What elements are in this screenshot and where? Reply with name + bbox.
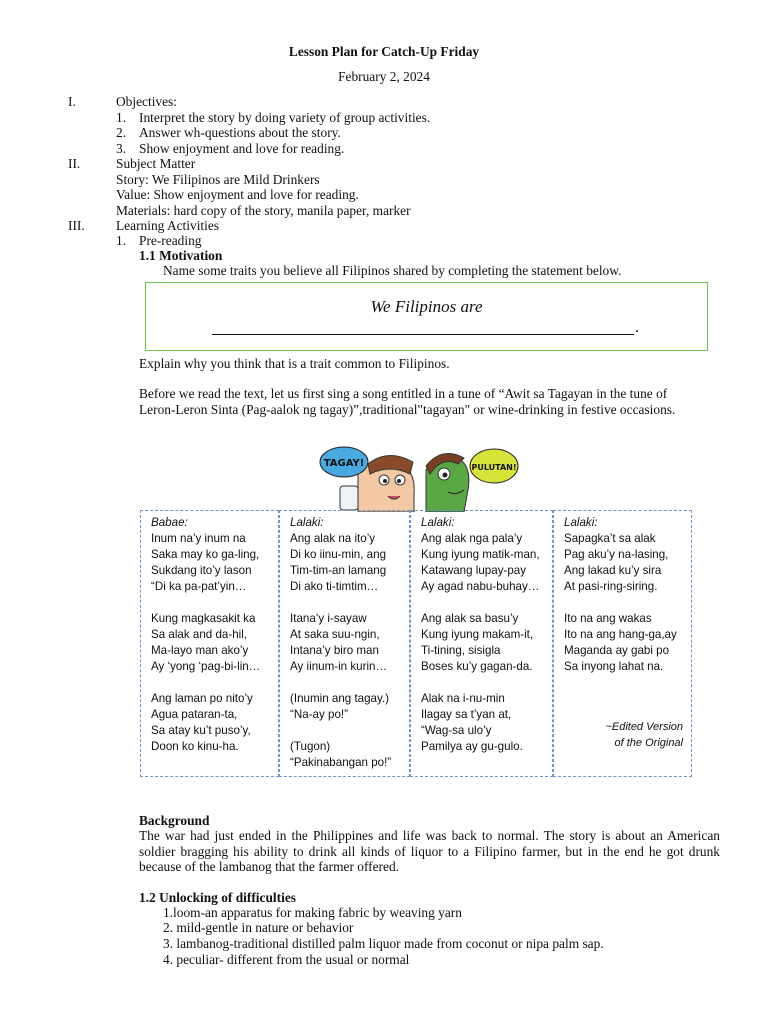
vocab-item: 1.loom-an apparatus for making fabric by weaving yarn [163, 905, 462, 920]
lyric-line: (Inumin ang tagay.) [290, 692, 390, 705]
lyric-line: At pasi-ring-siring. [564, 580, 658, 593]
lyrics-column-head: Lalaki: [421, 516, 455, 529]
lyric-line: Pamilya ay gu-gulo. [421, 740, 523, 753]
lyric-line: Pag aku’y na-lasing, [564, 548, 669, 561]
lyric-line: Kung iyung makam-it, [421, 628, 534, 641]
objective-item: Show enjoyment and love for reading. [139, 141, 345, 156]
comic-drawing [318, 444, 520, 512]
lyric-line: “Na-ay po!” [290, 708, 348, 721]
song-intro-line1: Before we read the text, let us first sing a song entitled in a tune of “Awit sa Tagayan in the tune of [139, 386, 668, 401]
section-numeral-subject: II. [68, 156, 81, 171]
subject-matter-heading: Subject Matter [116, 156, 196, 171]
lyric-line: Maganda ay gabi po [564, 644, 670, 657]
comic-illustration [318, 444, 520, 512]
lyric-line: Ay ‘yong ‘pag-bi-lin… [151, 660, 261, 673]
objective-num: 2. [116, 125, 127, 140]
statement-text: We Filipinos are [370, 297, 483, 316]
lyric-line: Sa alak and da-hil, [151, 628, 248, 641]
unlocking-heading: 1.2 Unlocking of difficulties [139, 890, 296, 905]
background-text: The war had just ended in the Philippines and life was back to normal. The story is about an American soldier bragging his ability to drink all kinds of liquor to a Filipino farmer, but in the end he got drunk because of the lambanog that the farmer offered. [139, 828, 720, 875]
background-heading: Background [139, 813, 210, 828]
lyric-line: Sa inyong lahat na. [564, 660, 664, 673]
lyric-line: Agua pataran-ta, [151, 708, 238, 721]
lyric-line: Sukdang ito’y lason [151, 564, 252, 577]
lyric-line: “Di ka pa-pat’yin… [151, 580, 247, 593]
learning-heading: Learning Activities [116, 218, 220, 233]
pre-reading-label: Pre-reading [139, 233, 202, 248]
lyric-line: Ay agad nabu-buhay… [421, 580, 540, 593]
lyric-line: Ang alak sa basu’y [421, 612, 519, 625]
lyric-line: (Tugon) [290, 740, 331, 753]
lyric-line: “Wag-sa ulo’y [421, 724, 492, 737]
lyric-line: Saka may ko ga-ling, [151, 548, 260, 561]
lyric-line: Kung iyung matik-man, [421, 548, 540, 561]
lyric-line: “Pakinabangan po!” [290, 756, 392, 769]
objective-num: 1. [116, 110, 127, 125]
lyric-line: Ma-layo man ako’y [151, 644, 249, 657]
song-lyrics-table [140, 510, 692, 777]
lyrics-column-lalaki-2 [410, 510, 553, 777]
objective-item: Interpret the story by doing variety of group activities. [139, 110, 431, 125]
lyric-line: Itana’y i-sayaw [290, 612, 367, 625]
edited-version-note: ~Edited Version [605, 721, 683, 733]
lyrics-column-lalaki-1 [279, 510, 410, 777]
lyric-line: Alak na i-nu-min [421, 692, 505, 705]
lyric-line: Katawang lupay-pay [421, 564, 527, 577]
vocab-item: 2. mild-gentle in nature or behavior [163, 920, 354, 935]
lyric-line: Sapagka’t sa alak [564, 532, 656, 545]
statement-box [145, 282, 708, 351]
explain-prompt: Explain why you think that is a trait common to Filipinos. [139, 356, 450, 371]
lyric-line: Sa atay ku’t puso’y, [151, 724, 251, 737]
subject-story: Story: We Filipinos are Mild Drinkers [116, 172, 320, 187]
lyric-line: Intana’y biro man [290, 644, 379, 657]
section-numeral-objectives: I. [68, 94, 76, 109]
motivation-instruction: Name some traits you believe all Filipinos shared by completing the statement below. [163, 263, 622, 278]
speech-bubble-left [320, 447, 368, 477]
lyric-line: Ang laman po nito’y [151, 692, 253, 705]
objective-item: Answer wh-questions about the story. [139, 125, 341, 140]
statement-blank-line [212, 313, 634, 335]
lyric-line: Ito na ang hang-ga,ay [564, 628, 677, 641]
subject-value: Value: Show enjoyment and love for reading. [116, 187, 359, 202]
doc-title: Lesson Plan for Catch-Up Friday [288, 44, 480, 59]
edited-version-note-2: of the Original [614, 737, 683, 749]
motivation-heading: 1.1 Motivation [139, 248, 223, 263]
lyric-line: Di ako ti-timtim… [290, 580, 379, 593]
lyric-line: Tim-tim-an lamang [290, 564, 387, 577]
vocab-item: 4. peculiar- different from the usual or normal [163, 952, 410, 967]
lyric-line: Boses ku’y gagan-da. [421, 660, 533, 673]
speech-bubble-right [470, 449, 518, 483]
section-numeral-learning: III. [68, 218, 85, 233]
lyric-line: At saka suu-ngin, [290, 628, 380, 641]
song-intro-line2: Leron-Leron Sinta (Pag-aalok ng tagay)”,traditional"tagayan" or wine-drinking in festive occasions. [139, 402, 676, 417]
statement-period: . [635, 319, 639, 336]
lyric-line: Di ko iinu-min, ang [290, 548, 387, 561]
lyrics-column-babae [140, 510, 279, 777]
lyric-line: Ti-tining, sisigla [421, 644, 501, 657]
lyric-line: Ay iinum-in kurin… [290, 660, 388, 673]
lyrics-column-lalaki-3 [553, 510, 692, 777]
lyric-line: Ang lakad ku’y sira [564, 564, 662, 577]
bubble-left-text: TAGAY! [323, 458, 365, 469]
lyrics-column-head: Babae: [151, 516, 188, 529]
subject-materials: Materials: hard copy of the story, manila paper, marker [116, 203, 411, 218]
lyrics-column-head: Lalaki: [564, 516, 598, 529]
objective-num: 3. [116, 141, 127, 156]
lyric-line: Ang alak nga pala’y [421, 532, 523, 545]
vocab-item: 3. lambanog-traditional distilled palm liquor made from coconut or nipa palm sap. [163, 936, 604, 951]
lyric-line: Ang alak na ito’y [290, 532, 376, 545]
lyric-line: Inum na’y inum na [151, 532, 246, 545]
lyric-line: Doon ko kinu-ha. [151, 740, 239, 753]
pre-reading-num: 1. [116, 233, 127, 248]
objectives-heading: Objectives: [116, 94, 177, 109]
bubble-right-text: PULUTAN! [471, 463, 517, 472]
doc-date: February 2, 2024 [338, 69, 430, 84]
lyric-line: Kung magkasakit ka [151, 612, 256, 625]
lyric-line: Ilagay sa t’yan at, [421, 708, 512, 721]
lyrics-column-head: Lalaki: [290, 516, 324, 529]
lyric-line: Ito na ang wakas [564, 612, 652, 625]
